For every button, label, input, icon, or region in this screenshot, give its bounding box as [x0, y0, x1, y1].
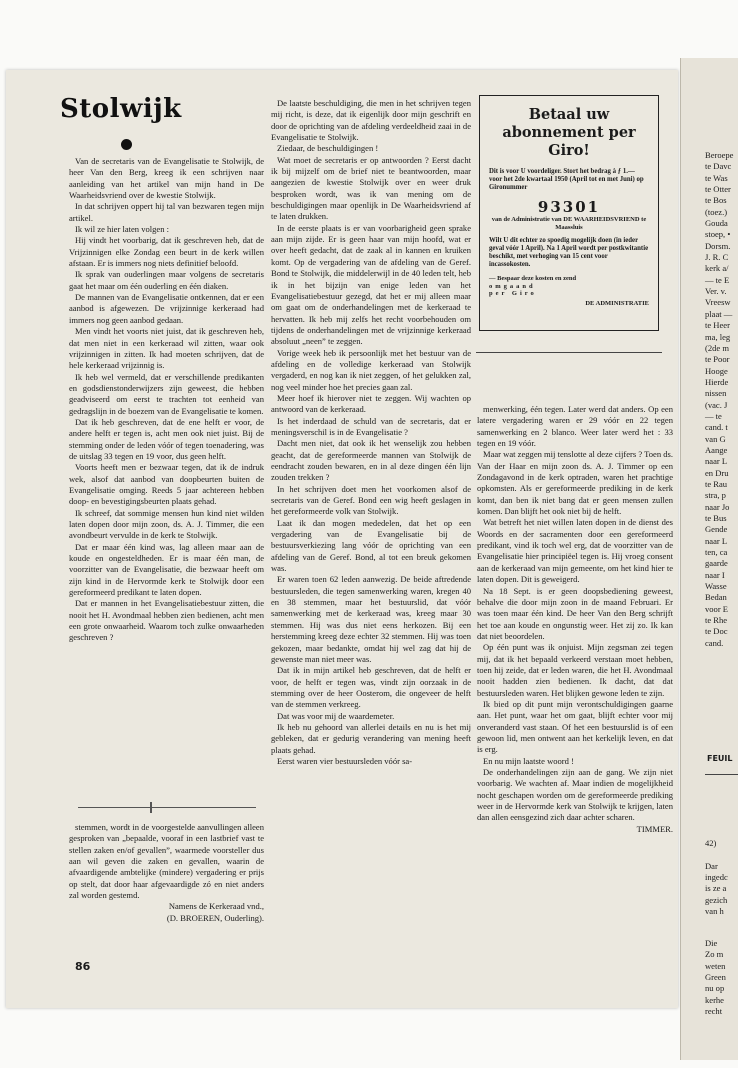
line-fragment: stoep, •	[705, 229, 731, 240]
paragraph: stemmen, wordt in de voorgestelde aanvullingen alleen gesproken van „bepaalde, vooraf in een lastbrief vast te stellen zaken en/of gevallen”, waarmede voorsteller dus aan wil geven die zaken en gevallen, waarin de afvaardigende ambtelijke (mindere) vergadering er prijs op stelt, dat door haar afgevaardigde zó en niet anders zal worden gestemd.	[69, 822, 264, 901]
line-fragment: Dar	[705, 860, 718, 871]
paragraph: Dat was voor mij de waardemeter.	[277, 710, 395, 721]
paragraph: In de eerste plaats is er van voorbarigheid geen sprake aan mijn zijde. Er is geen haar van mijn hoofd, wat er over heeft gedacht, dat de zaak al in kannen en kruiken komt. Op de vergadering van de afdeling van de Geref. Bond te Stolwijk, die middelerwijl in de 40 leden telt, heb ik in het bijzijn van enige leden van het Evangelisatiebestuur gezegd, dat het er mij alleen maar om gaat om de onderhandelingen met de kerkeraad te hervatten. Ik heb mij zelfs het recht voorbehouden om tijdens de onderhandelingen met de vrijzinnige kerkeraad absoluut „neen” te zeggen.	[271, 222, 471, 347]
column-1-after-paragraphs	[69, 822, 264, 901]
column-3-paragraphs	[477, 404, 673, 824]
paragraph: Op één punt was ik onjuist. Mijn zegsman zei tegen mij, dat ik het bepaald verkeerd verstaan moet hebben, toen hij zeide, dat er leden waren, die het H. Avondmaal nooit hadden zien bedienen. Ik dacht, dat dat bestuursleden waren. Het blijken gewone leden te zijn.	[477, 642, 673, 698]
line-fragment: kerk a/	[705, 263, 729, 274]
ad-warning: Wilt U dit echter zo spoedig mogelijk doen (in ieder geval vóór 1 April). Na 1 April wordt per postkwitantie beschikt, met verhoging van 15 cent voor incassokosten.	[489, 237, 649, 268]
magazine-page	[6, 70, 678, 1008]
ad-footer-line-2: omgaand	[489, 282, 536, 290]
line-fragment: naar L	[705, 535, 728, 546]
paragraph: Wat moet de secretaris er op antwoorden ? Eerst dacht ik bij mijzelf om de brief niet te beantwoorden, maar aangezien de kwestie Stolwijk over en weer druk besproken wordt, was ik van mening om de beschuldigingen maar openlijk in De Waarheidsvriend af te laten drukken.	[271, 154, 471, 222]
line-fragment: naar L	[705, 456, 728, 467]
line-fragment: kerhe	[705, 994, 724, 1005]
paragraph: In dat schrijven oppert hij tal van bezwaren tegen mijn artikel.	[69, 201, 264, 223]
next-page-feuilleton-heading: FEUIL	[707, 754, 733, 763]
paragraph: Voorts heeft men er bezwaar tegen, dat ik de indruk wek, alsof dat aanbod van doopbeurten buiten de Evangelisatie omging. Reeds 5 jaar achtereen hebben doop- en bevestigingsbeurten plaats gehad.	[69, 462, 264, 507]
paragraph: Meer hoef ik hierover niet te zeggen. Wij wachten op antwoord van de kerkeraad.	[271, 392, 471, 415]
column-1	[69, 156, 264, 644]
paragraph: Ik heb nu gehoord van allerlei details en nu is het mij gebleken, dat er gedurig verandering van mening heeft plaats gehad.	[271, 721, 471, 755]
line-fragment: (vac. J	[705, 399, 728, 410]
paragraph: Dat ik heb geschreven, dat de ene helft er voor, de andere helft er tegen is, acht men ook niet juist. Bij de stemming onder de leden vóór of tegen toenadering, was de uitslag 33 tegen en 19 voor, dus geen helft.	[69, 416, 264, 461]
line-fragment: Gende	[705, 524, 728, 535]
line-fragment: te Was	[705, 172, 728, 183]
ad-footer-sign: DE ADMINISTRATIE	[585, 299, 649, 307]
paragraph: Dat ik in mijn artikel heb geschreven, dat de helft er voor, de helft er tegen was, vindt zijn oorzaak in de stemming over de heer Oosterom, die ongeveer de helft van de stemmen verkreeg.	[271, 665, 471, 710]
line-fragment: en Dru	[705, 467, 729, 478]
line-fragment: te Bus	[705, 513, 727, 523]
line-fragment: te Doc	[705, 626, 728, 637]
paragraph: Is het inderdaad de schuld van de secretaris, dat er meningsverschil is in de Evangelisatie ?	[271, 415, 471, 437]
line-fragment: te Heer	[705, 320, 730, 331]
line-fragment: te Rau	[705, 478, 728, 489]
line-fragment: ma, leg	[705, 331, 731, 342]
column-2-paragraphs	[271, 98, 471, 767]
next-page-lines-3	[705, 938, 726, 1017]
paragraph: Ik sprak van ouderlingen maar volgens de secretaris gaat het maar om één ouderling en één diaken.	[69, 269, 264, 291]
paragraph: Eerst waren vier bestuursleden vóór sa-	[277, 755, 413, 766]
line-fragment: plaat —	[705, 308, 733, 319]
paragraph: Ik heb wel vermeld, dat er verschillende predikanten en godsdienstonderwijzers zijn geweest, die hebben geadviseerd om eerst te trachten tot eenheid van gedragslijn in de boezem van de Evangelisatie te komen.	[69, 371, 264, 416]
line-fragment: weten	[705, 960, 726, 971]
paragraph: De laatste beschuldiging, die men in het schrijven tegen mij richt, is deze, dat ik eigenlijk door mijn geschrift en door de oprichting van de afdeling verdeeldheid zaai in de Evangelisatie te Stolwijk.	[271, 98, 471, 143]
line-fragment: Bedan	[705, 592, 727, 603]
line-fragment: te Poor	[705, 354, 730, 365]
line-fragment: nissen	[705, 388, 727, 399]
paragraph: Laat ik dan mogen mededelen, dat het op een vergadering van de Evangelisatie bij de bestuursverkiezing lang vóór de oprichting van een afdeling van de Geref. Bond, al tot een breuk gekomen was.	[271, 517, 471, 574]
signature-line-2: (D. BROEREN, Ouderling).	[166, 912, 264, 923]
line-fragment: te Davc	[705, 161, 732, 172]
line-fragment: van G	[705, 433, 726, 444]
next-page-lines-2	[705, 838, 728, 917]
line-fragment: — te E	[705, 274, 730, 285]
ad-text: Dit is voor U voordeliger. Stort het bedrag à ƒ 1.— voor het 2de kwartaal 1950 (April tot en met Juni) op Gironummer	[489, 168, 644, 191]
paragraph: Dat er maar één kind was, lag alleen maar aan de koude en ongesteldheden. Er is maar één man, de voorzitter van de Evangelisatie, die bezwaar heeft om zijn kind in de Hervormde kerk te Stolwijk door een gereformeerd predikant te laten dopen.	[69, 541, 264, 598]
paragraph: menwerking, één tegen. Later werd dat anders. Op een latere vergadering waren er 29 vóór en 22 tegen samenwerking en 2 blanco. Weer later werd het : 33 tegen en 19 vóór.	[477, 404, 673, 449]
line-fragment: ten, ca	[705, 547, 728, 558]
line-fragment: naar I	[705, 569, 725, 580]
ad-footer-line-3: per Giro	[489, 290, 537, 297]
giro-number: 93301	[537, 198, 601, 216]
title-bullet	[121, 139, 132, 150]
signature-block	[69, 901, 264, 924]
paragraph: Ik schreef, dat sommige mensen hun kind niet wilden laten dopen door mijn zoon, ds. A. J. Timmer, die een avondbeurt vervulde in de kerk te Stolwijk.	[69, 507, 264, 541]
article-title: Stolwijk	[60, 94, 182, 124]
line-fragment: Zo m	[705, 949, 724, 960]
paragraph: Ik bied op dit punt mijn verontschuldigingen gaarne aan. Het punt, waar het om gaat, blijft echter voor mij onveranderd vast staan. Of het een bestuurslid is of een gewoon lid, men ontwent aan het kerkelijk leven, en dat is erg.	[477, 698, 673, 755]
paragraph: Wat betreft het niet willen laten dopen in de dienst des Woords en der sacramenten door een gereformeerd predikant, vind ik toch wel erg, dat de voorzitter van de Evangelisatie hier principiëel tegen is. Hij vroeg consent aan de kerkeraad van mijn gemeente, om het kind hier te laten dopen. Dit is geweigerd.	[477, 517, 673, 585]
line-fragment: Green	[705, 972, 726, 983]
line-fragment: Dorsm.	[705, 240, 731, 251]
column-3-separator	[476, 352, 662, 353]
line-fragment: stra, p	[705, 490, 726, 501]
ad-footer-line-1: — Bespaar deze kosten en zend	[489, 275, 577, 282]
section-divider	[78, 807, 256, 808]
ad-admin-text: van de Administratie van DE WAARHEIDSVRIEND te Maassluis	[491, 216, 647, 231]
ad-footer	[489, 275, 649, 298]
line-fragment: van h	[705, 906, 724, 917]
line-fragment: is ze a	[705, 883, 727, 894]
paragraph: Er waren toen 62 leden aanwezig. De beide aftredende bestuursleden, die tegen samenwerking waren, kregen 40 en 38 stemmen, maar het bestuurslid, dat vóór samenwerking met de kerkeraad was, kreeg maar 30 stemmen. Hij was dus niet eens herkozen. Bij een herstemming kreeg deze echter 32 stemmen. Hij was toen gekozen, maar bedankte, omdat hij wel zag dat hij de gewenste man niet meer was.	[271, 574, 471, 664]
paragraph: Dacht men niet, dat ook ik het wenselijk zou hebben geacht, dat de gereformeerde mannen van Stolwijk de eendracht zouden bewaren, en in al deze dingen één lijn zouden trekken ?	[271, 438, 471, 483]
ad-title: Betaal uw abonnement per Giro!	[502, 106, 636, 159]
line-fragment: nu op	[705, 983, 725, 994]
line-fragment: gaarde	[705, 558, 728, 569]
line-fragment: gezich	[705, 894, 728, 905]
line-fragment: cand.	[705, 637, 724, 648]
column-3	[477, 404, 673, 835]
paragraph: En nu mijn laatste woord !	[483, 755, 574, 766]
line-fragment: te Bos	[705, 195, 727, 206]
line-fragment: Vreesw	[705, 297, 731, 308]
divider-ornament	[150, 802, 152, 813]
column-2	[271, 98, 471, 767]
paragraph: Ziedaar, de beschuldigingen !	[277, 143, 379, 154]
paragraph: De mannen van de Evangelisatie ontkennen, dat er een aanbod is afgewezen. De vrijzinnige kerkeraad had immers nog geen aanbod gedaan.	[69, 292, 264, 325]
paragraph: Dat er mannen in het Evangelisatiebestuur zitten, die nooit het H. Avondmaal hebben zien bedienen, acht men een grote onwaarheid. Waarom toch zulke onwaarheden geschreven ?	[69, 598, 264, 643]
signature-line-1: Namens de Kerkeraad vnd.,	[168, 901, 264, 912]
column-3-signature: TIMMER.	[636, 823, 673, 834]
line-fragment: cand. t	[705, 422, 728, 433]
paragraph: Hij vindt het voorbarig, dat ik geschreven heb, dat de Vrijzinnigen elke Zondag een beurt in de kerk willen afstaan. Er is immers nog niets definitief beloofd.	[69, 235, 264, 269]
line-fragment: te Otter	[705, 184, 731, 195]
paragraph: Vorige week heb ik persoonlijk met het bestuur van de afdeling en de volledige kerkeraad van Stolwijk vergaderd, en nog kan ik niet zeggen, of het gelukken zal, nog veel minder hoe het precies gaan zal.	[271, 347, 471, 392]
next-page-fragment	[680, 58, 738, 1060]
line-fragment: Aange	[705, 444, 728, 455]
line-fragment: J. R. C	[705, 252, 729, 263]
paragraph: In het schrijven doet men het voorkomen alsof de secretaris van de Geref. Bond een wig heeft geslagen in het gereformeerde volk van Stolwijk.	[271, 483, 471, 517]
line-fragment: Wasse	[705, 581, 727, 592]
paragraph: Van de secretaris van de Evangelisatie te Stolwijk, de heer Van den Berg, kreeg ik een schrijven naar aanleiding van het artikel van mijn hand in De Waarheidsvriend over de kwestie Stolwijk.	[69, 156, 264, 201]
paragraph: Men vindt het voorts niet juist, dat ik geschreven heb, dat men niet in een kerkeraad wil zitten, waar ook vrijzinnigen in zitten. Ik had moeten schrijven, dat de hele kerkeraad vrijzinnig is.	[69, 326, 264, 371]
paragraph: Maar wat zeggen mij tenslotte al deze cijfers ? Toen ds. Van der Haar en mijn zoon ds. A. J. Timmer op een Zondagavond in de kerk optraden, waren het prachtige opkomsten. Als er gereformeerde prediking in de kerk komt, dan ben ik niet bang dat er geen mensen zullen komen. Dan blijft het ook niet bij de helft.	[477, 449, 673, 517]
column-1-paragraphs	[69, 156, 264, 644]
paragraph: Ik wil ze hier laten volgen :	[75, 224, 169, 235]
line-fragment: 42)	[705, 838, 717, 848]
paragraph: Na 18 Sept. is er geen doopsbediening geweest, behalve die door mijn zoon in de maand Februari. Er was toen maar één kind. De heer Van den Berg schrijft het toe aan koude en ongunstig weer. Het zij zo. Ik kan dat niet beoordelen.	[477, 585, 673, 641]
line-fragment: — te	[705, 410, 722, 421]
line-fragment	[705, 849, 728, 860]
line-fragment: ingedc	[705, 872, 728, 883]
line-fragment: Hierde	[705, 376, 729, 387]
line-fragment: recht	[705, 1006, 723, 1017]
next-page-lines	[705, 150, 738, 649]
line-fragment: Beroepe	[705, 150, 734, 160]
line-fragment: Gouda	[705, 218, 728, 229]
line-fragment: te Rhe	[705, 615, 728, 626]
line-fragment: Hooge	[705, 365, 728, 376]
next-page-rule	[705, 774, 738, 775]
line-fragment: (toez.)	[705, 206, 728, 217]
line-fragment: (2de m	[705, 342, 729, 353]
column-1-continuation	[69, 822, 264, 924]
line-fragment: naar Jo	[705, 501, 730, 512]
line-fragment: voor E	[705, 603, 729, 614]
subscription-ad-box	[479, 95, 659, 331]
page-number: 86	[75, 960, 91, 973]
paragraph: De onderhandelingen zijn aan de gang. We zijn niet voorbarig. We wachten af. Maar indien de mogelijkheid nocht geschapen worden om de gereformeerde prediking weer in de Hervormde kerk van Stolwijk te krijgen, laten dan allen eensgezind zich daar achter scharen.	[477, 767, 673, 823]
line-fragment: Ver. v.	[705, 286, 727, 297]
line-fragment: Die	[705, 938, 718, 948]
